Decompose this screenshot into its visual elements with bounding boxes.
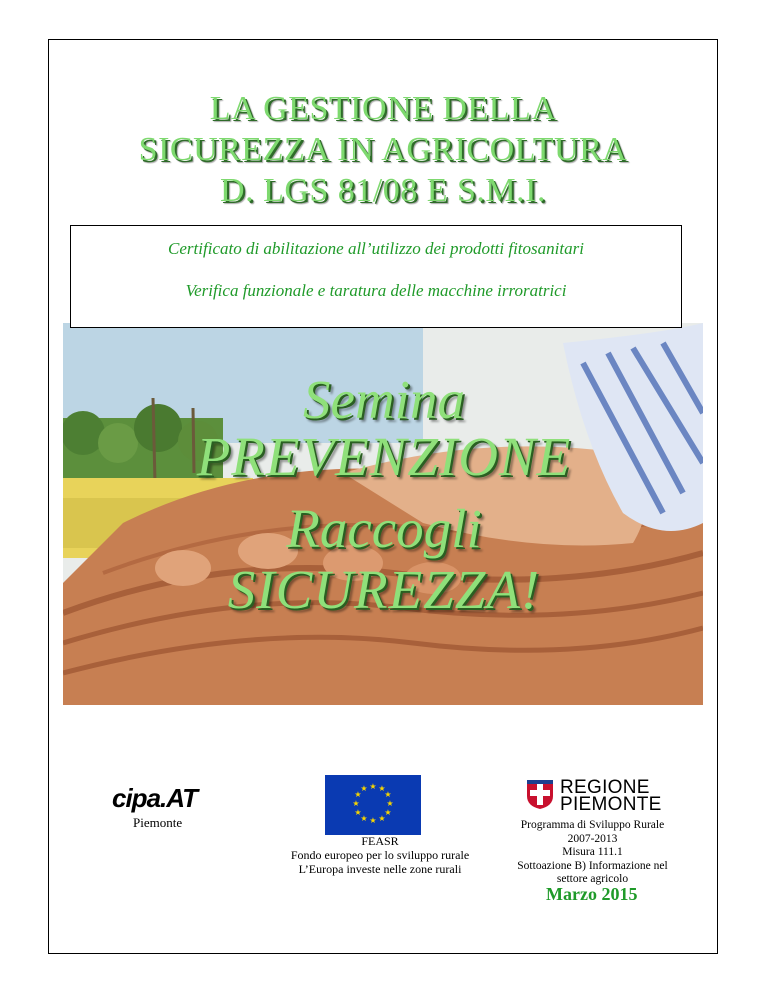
title-line-2: SICUREZZA IN AGRICOLTURA	[138, 131, 628, 168]
svg-text:★: ★	[378, 784, 386, 793]
slogan-sicurezza: SICUREZZA!	[227, 559, 541, 620]
document-title	[48, 88, 718, 211]
cipa-region: Piemonte	[133, 815, 183, 830]
verification-line: Verifica funzionale e taratura delle macchine irroratrici	[185, 281, 567, 300]
regione-line-2: PIEMONTE	[560, 794, 662, 815]
slogan-semina: Semina	[303, 369, 465, 430]
program-line-1: Programma di Sviluppo Rurale	[520, 819, 665, 831]
program-caption	[490, 819, 695, 887]
svg-text:★: ★	[384, 790, 392, 799]
publication-date: Marzo 2015	[546, 884, 638, 904]
svg-text:★: ★	[384, 808, 392, 817]
slogan-raccogli: Raccogli	[286, 498, 482, 559]
feasr-title: FEASR	[361, 834, 399, 848]
slogan-prevenzione: PREVENZIONE	[196, 426, 572, 487]
eu-flag-logo	[325, 775, 421, 835]
svg-text:★: ★	[352, 799, 360, 808]
svg-text:cipa.AT: cipa.AT	[112, 783, 197, 813]
feasr-line-2: Fondo europeo per lo sviluppo rurale	[290, 848, 470, 862]
title-line-1: LA GESTIONE DELLA	[209, 90, 557, 127]
program-line-5: settore agricolo	[556, 873, 629, 885]
regione-name	[560, 779, 662, 813]
feasr-line-3: L’Europa investe nelle zone rurali	[298, 862, 462, 876]
program-line-3: Misura 111.1	[562, 846, 623, 858]
title-line-3: D. LGS 81/08 E S.M.I.	[220, 172, 546, 209]
cipa-logo	[110, 783, 230, 813]
feasr-caption	[250, 834, 510, 876]
certificate-box	[70, 225, 682, 328]
svg-text:★: ★	[369, 782, 377, 791]
svg-text:★: ★	[354, 808, 362, 817]
svg-text:★: ★	[360, 784, 368, 793]
svg-text:★: ★	[369, 816, 377, 825]
certificate-line: Certificato di abilitazione all’utilizzo dei prodotti fitosanitari	[168, 239, 584, 258]
regione-shield-icon	[525, 778, 555, 810]
program-line-2: 2007-2013	[567, 832, 618, 845]
svg-text:★: ★	[354, 790, 362, 799]
program-line-4: Sottoazione B) Informazione nel	[517, 859, 668, 872]
svg-text:★: ★	[378, 814, 386, 823]
regione-line-1: REGIONE	[560, 777, 650, 798]
svg-text:★: ★	[360, 814, 368, 823]
svg-text:★: ★	[386, 799, 394, 808]
